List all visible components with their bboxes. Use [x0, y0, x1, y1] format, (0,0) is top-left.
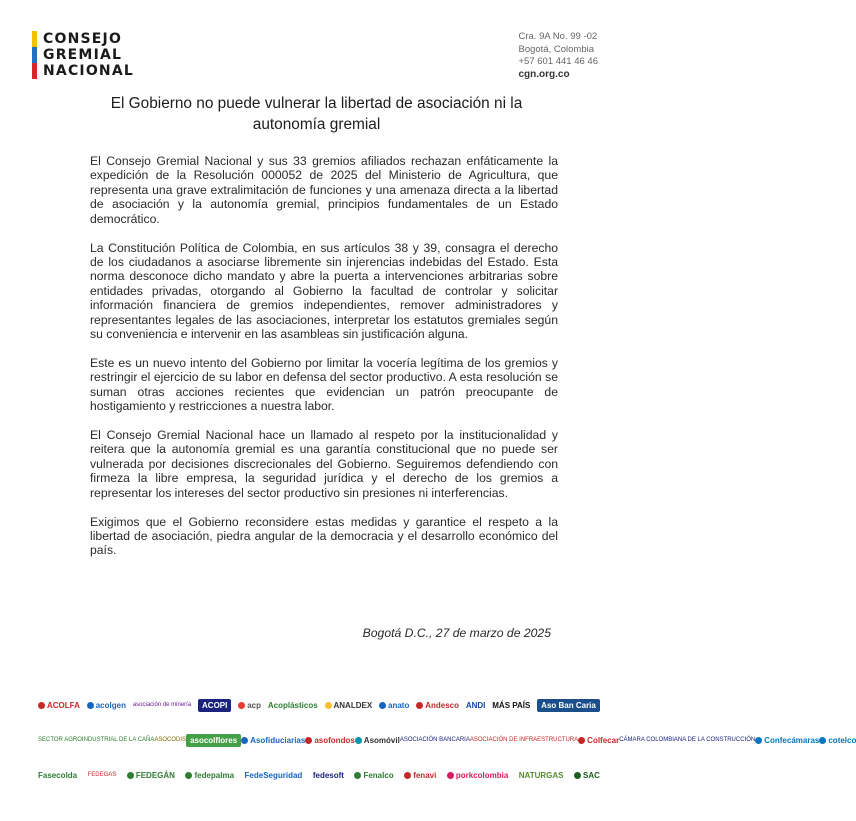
- contact-phone: +57 601 441 46 46: [518, 56, 598, 67]
- member-logo: [354, 771, 393, 780]
- member-logo: [470, 737, 578, 744]
- member-logo: [238, 701, 261, 710]
- logo-mark-icon: [241, 737, 248, 744]
- member-logo: [492, 701, 530, 710]
- logo-mark-icon: [379, 702, 386, 709]
- logo-mark-icon: [325, 702, 332, 709]
- member-logo: [38, 771, 77, 780]
- logo-mark-icon: [755, 737, 762, 744]
- logo-mark-icon: [305, 737, 312, 744]
- contact-address: Cra. 9A No. 99 -02: [518, 31, 598, 42]
- logo-text: asocolflores: [190, 735, 238, 745]
- logo-text: Acoplásticos: [267, 700, 318, 710]
- logo-mark-icon: [127, 772, 134, 779]
- paragraph-3: Este es un nuevo intento del Gobierno por limitar la vocería legítima de los gremios y restringir el ejercicio de su labor en defensa del sector productivo. A esta resolución se suman otras acciones recientes que evidencian un patrón preocupante de hostigamiento y restricciones a nuestra labor.: [90, 355, 558, 414]
- member-logo: [574, 771, 600, 780]
- contact-website[interactable]: cgn.org.co: [518, 68, 570, 80]
- document-title: El Gobierno no puede vulnerar la libertad de asociación ni la autonomía gremial: [110, 95, 523, 133]
- logo-text: Colfecar: [587, 735, 620, 745]
- cgn-logo: [32, 31, 134, 79]
- logo-line-3: NACIONAL: [43, 63, 135, 79]
- logo-row: [38, 758, 600, 792]
- member-logo: [127, 771, 175, 780]
- member-logo: [519, 771, 564, 780]
- logo-text: Confecámaras: [764, 735, 820, 745]
- logo-text: FEDEGÁN: [135, 770, 175, 780]
- member-logo: [245, 771, 303, 780]
- logo-mark-icon: [355, 737, 362, 744]
- logo-text: ASOCIACIÓN BANCARIA: [399, 736, 470, 743]
- logo-text: SAC: [583, 770, 600, 780]
- member-logo: [819, 736, 856, 745]
- paragraph-5: Exigimos que el Gobierno reconsidere estas medidas y garantice el respeto a la libertad de asociación, piedra angular de la democracia y el desarrollo económico del país.: [90, 514, 558, 558]
- logo-text: ACOPI: [202, 700, 228, 710]
- logo-wordmark: [43, 31, 134, 79]
- member-logo: [38, 737, 154, 744]
- logo-mark-icon: [578, 737, 585, 744]
- logo-text: Fasecolda: [38, 770, 78, 780]
- logo-mark-icon: [87, 702, 94, 709]
- paragraph-2: La Constitución Política de Colombia, en sus artículos 38 y 39, consagra el derecho de los ciudadanos a asociarse libremente sin injerencias indebidas del Estado. Esta norma desconoce dicho mandato y abre la puerta a intervenciones arbitrarias sobre entidades privadas, otorgando al Gobierno la facultad de controlar y solicitar información financiera de gremios independientes, remover administradores y representantes legales de las asociaciones, interpretar los estatutos gremiales según su conveniencia e intervenir en las asambleas sin justificación alguna.: [90, 240, 558, 341]
- member-logo: [88, 772, 117, 779]
- logo-line-2: GREMIAL: [43, 47, 123, 63]
- member-logo: [305, 736, 354, 745]
- logo-text: CÁMARA COLOMBIANA DE LA CONSTRUCCIÓN: [619, 736, 756, 743]
- member-logo: [87, 701, 126, 710]
- paragraph-1: El Consejo Gremial Nacional y sus 33 gremios afiliados rechazan enfáticamente la expedición de la Resolución 000052 de 2025 del Ministerio de Agricultura, que representa una grave extralimitación de funciones y una amenaza directa a la libertad de asociación y la autonomía gremial, principios fundamentales de un Estado democrático.: [90, 154, 558, 226]
- logo-text: MÁS PAÍS: [492, 700, 531, 710]
- logo-mark-icon: [185, 772, 192, 779]
- logo-mark-icon: [238, 702, 245, 709]
- logo-stripe: [32, 31, 37, 79]
- member-logo: [400, 737, 470, 744]
- logo-text: acolgen: [95, 700, 126, 710]
- member-logo: [755, 736, 819, 745]
- stripe-yellow: [32, 31, 37, 47]
- logo-text: Asomóvil: [363, 735, 400, 745]
- paragraph-4: El Consejo Gremial Nacional hace un llamado al respeto por la institucionalidad y reitera que la autonomía gremial es una garantía constitucional que no puede ser vulnerada por decisiones discrecionales del Gobierno. Seguiremos defendiendo con firmeza la libre empresa, la seguridad jurídica y el derecho de los gremios a representar los intereses del sector productivo sin presiones ni interferencias.: [90, 428, 558, 500]
- logo-text: Aso Ban Caria: [541, 700, 596, 710]
- stripe-blue: [32, 47, 37, 63]
- logo-text: Asofiduciarias: [250, 735, 306, 745]
- logo-mark-icon: [819, 737, 826, 744]
- logo-text: fedepalma: [194, 770, 235, 780]
- logo-text: ACOLFA: [47, 700, 80, 710]
- contact-city: Bogotá, Colombia: [518, 43, 595, 55]
- member-logo: [466, 701, 486, 710]
- member-logo: [186, 734, 241, 747]
- member-logo: [154, 737, 186, 744]
- logo-text: ANALDEX: [333, 700, 373, 710]
- logo-text: acp: [247, 700, 262, 710]
- logo-mark-icon: [354, 772, 361, 779]
- member-logo: [447, 771, 508, 780]
- document-body: [90, 154, 558, 572]
- logo-mark-icon: [447, 772, 454, 779]
- member-logo: [198, 699, 231, 712]
- logo-text: ANDI: [465, 700, 486, 710]
- logo-text: FEDEGAS: [87, 771, 117, 778]
- member-logo: [404, 771, 436, 780]
- logo-row: [38, 723, 856, 757]
- logo-text: fenavi: [413, 770, 437, 780]
- member-logo: [537, 699, 600, 712]
- logo-mark-icon: [574, 772, 581, 779]
- logo-mark-icon: [416, 702, 423, 709]
- member-logo: [578, 736, 619, 745]
- logo-text: cotelco: [828, 735, 856, 745]
- logo-text: asociación de minería: [132, 701, 192, 708]
- member-logo: [268, 701, 318, 710]
- member-logo: [379, 701, 409, 710]
- logo-mark-icon: [404, 772, 411, 779]
- member-logo: [241, 736, 305, 745]
- member-logo: [325, 701, 373, 710]
- member-logo: [619, 737, 755, 744]
- logo-text: ASOCODIS: [154, 736, 187, 743]
- logo-text: NATURGAS: [518, 770, 564, 780]
- signature-date: Bogotá D.C., 27 de marzo de 2025: [362, 626, 551, 640]
- logo-line-1: CONSEJO: [43, 31, 123, 47]
- member-logo: [185, 771, 234, 780]
- logo-text: fedesoft: [312, 770, 344, 780]
- stripe-red: [32, 63, 37, 79]
- member-logo: [38, 701, 80, 710]
- contact-block: [518, 31, 598, 81]
- logo-row: [38, 688, 600, 722]
- logo-text: anato: [388, 700, 410, 710]
- logo-text: porkcolombia: [455, 770, 509, 780]
- member-logo: [416, 701, 459, 710]
- member-logo: [133, 702, 191, 709]
- logo-text: SECTOR AGROINDUSTRIAL DE LA CAÑA: [38, 736, 155, 743]
- member-logo: [355, 736, 400, 745]
- member-logos: [38, 688, 856, 793]
- logo-mark-icon: [38, 702, 45, 709]
- logo-text: ASOCIACIÓN DE INFRAESTRUCTURA: [469, 736, 579, 743]
- member-logo: [313, 771, 344, 780]
- logo-text: Fenalco: [363, 770, 394, 780]
- logo-text: FedeSeguridad: [244, 770, 303, 780]
- logo-text: Andesco: [425, 700, 459, 710]
- logo-text: asofondos: [314, 735, 355, 745]
